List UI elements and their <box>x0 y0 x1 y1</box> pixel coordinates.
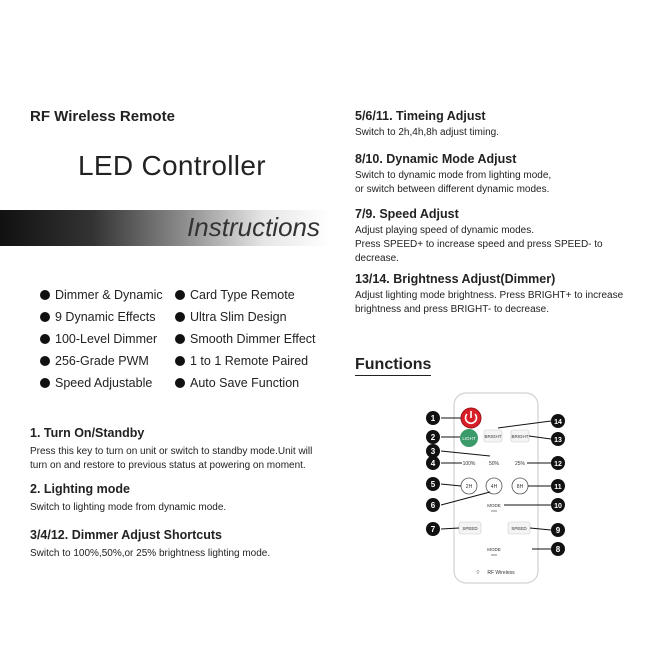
feature-item: Dimmer & Dynamic <box>40 284 163 306</box>
btn-50-label[interactable]: 50% <box>488 461 500 467</box>
section-text: Switch to 2h,4h,8h adjust timing. <box>355 127 499 138</box>
callout-12-label: 12 <box>554 461 562 468</box>
bright-plus-label: BRIGHT <box>511 434 529 439</box>
feature-item: 100-Level Dimmer <box>40 328 163 350</box>
section-heading: 1. Turn On/Standby <box>30 426 145 440</box>
bright-minus-label: BRIGHT <box>484 434 502 439</box>
feature-item: Speed Adjustable <box>40 372 163 394</box>
product-title: LED Controller <box>78 150 266 181</box>
wifi-icon: ⌔ <box>475 570 481 576</box>
feature-item: Smooth Dimmer Effect <box>175 328 316 350</box>
callout-14-label: 14 <box>554 419 562 426</box>
section-text: Switch to 100%,50%,or 25% brightness lighting mode. <box>30 548 271 559</box>
functions-heading: Functions <box>355 356 431 376</box>
timer-4h-label: 4H <box>490 484 498 490</box>
mode-up-label[interactable]: MODE <box>487 503 501 508</box>
speed-plus-label: SPEED <box>511 526 527 531</box>
section-heading: 8/10. Dynamic Mode Adjust <box>355 152 517 166</box>
callout-4-label: 4 <box>430 459 436 468</box>
timer-2h-label: 2H <box>465 484 473 490</box>
brand-title: RF Wireless Remote <box>30 108 175 125</box>
callout-11-label: 11 <box>554 484 562 491</box>
section-heading: 3/4/12. Dimmer Adjust Shortcuts <box>30 528 222 542</box>
feature-item: 256-Grade PWM <box>40 350 163 372</box>
section-heading: 5/6/11. Timeing Adjust <box>355 109 486 123</box>
section-heading: 13/14. Brightness Adjust(Dimmer) <box>355 272 556 286</box>
callout-9-label: 9 <box>555 526 561 535</box>
section-text: Press this key to turn on unit or switch to standby mode.Unit will turn on and restore to previous status at powering on moment. <box>30 446 313 471</box>
section-heading: 2. Lighting mode <box>30 482 130 496</box>
callout-6-label: 6 <box>430 501 436 510</box>
feature-item: Auto Save Function <box>175 372 316 394</box>
callout-3-label: 3 <box>430 447 436 456</box>
callout-10-label: 10 <box>554 503 562 510</box>
feature-item: Ultra Slim Design <box>175 306 316 328</box>
callout-13-label: 13 <box>554 437 562 444</box>
callout-1-label: 1 <box>430 414 436 423</box>
feature-item: 9 Dynamic Effects <box>40 306 163 328</box>
section-text: Adjust lighting mode brightness. Press BRIGHT+ to increase brightness and press BRIGHT- to decrease. <box>355 290 624 315</box>
feature-item: Card Type Remote <box>175 284 316 306</box>
section-text: Adjust playing speed of dynamic modes. Press SPEED+ to increase speed and press SPEED- to decrease. <box>355 225 603 264</box>
remote-footer-text: RF Wireless <box>487 570 515 576</box>
section-text: Switch to lighting mode from dynamic mode. <box>30 502 227 513</box>
banner-text: Instructions <box>187 212 320 242</box>
btn-25-label[interactable]: 25% <box>514 461 526 467</box>
section-text: Switch to dynamic mode from lighting mode, or switch between different dynamic modes. <box>355 170 552 195</box>
callout-2-label: 2 <box>430 433 436 442</box>
mode-down-label[interactable]: MODE <box>487 547 501 552</box>
callout-5-label: 5 <box>430 480 436 489</box>
timer-8h-label: 8H <box>516 484 524 490</box>
section-heading: 7/9. Speed Adjust <box>355 207 459 221</box>
speed-minus-label: SPEED <box>462 526 478 531</box>
btn-100-label[interactable]: 100% <box>462 461 476 467</box>
callout-8-label: 8 <box>555 545 561 554</box>
feature-item: 1 to 1 Remote Paired <box>175 350 316 372</box>
light-button-label: LIGHT <box>462 436 476 441</box>
callout-7-label: 7 <box>430 525 436 534</box>
